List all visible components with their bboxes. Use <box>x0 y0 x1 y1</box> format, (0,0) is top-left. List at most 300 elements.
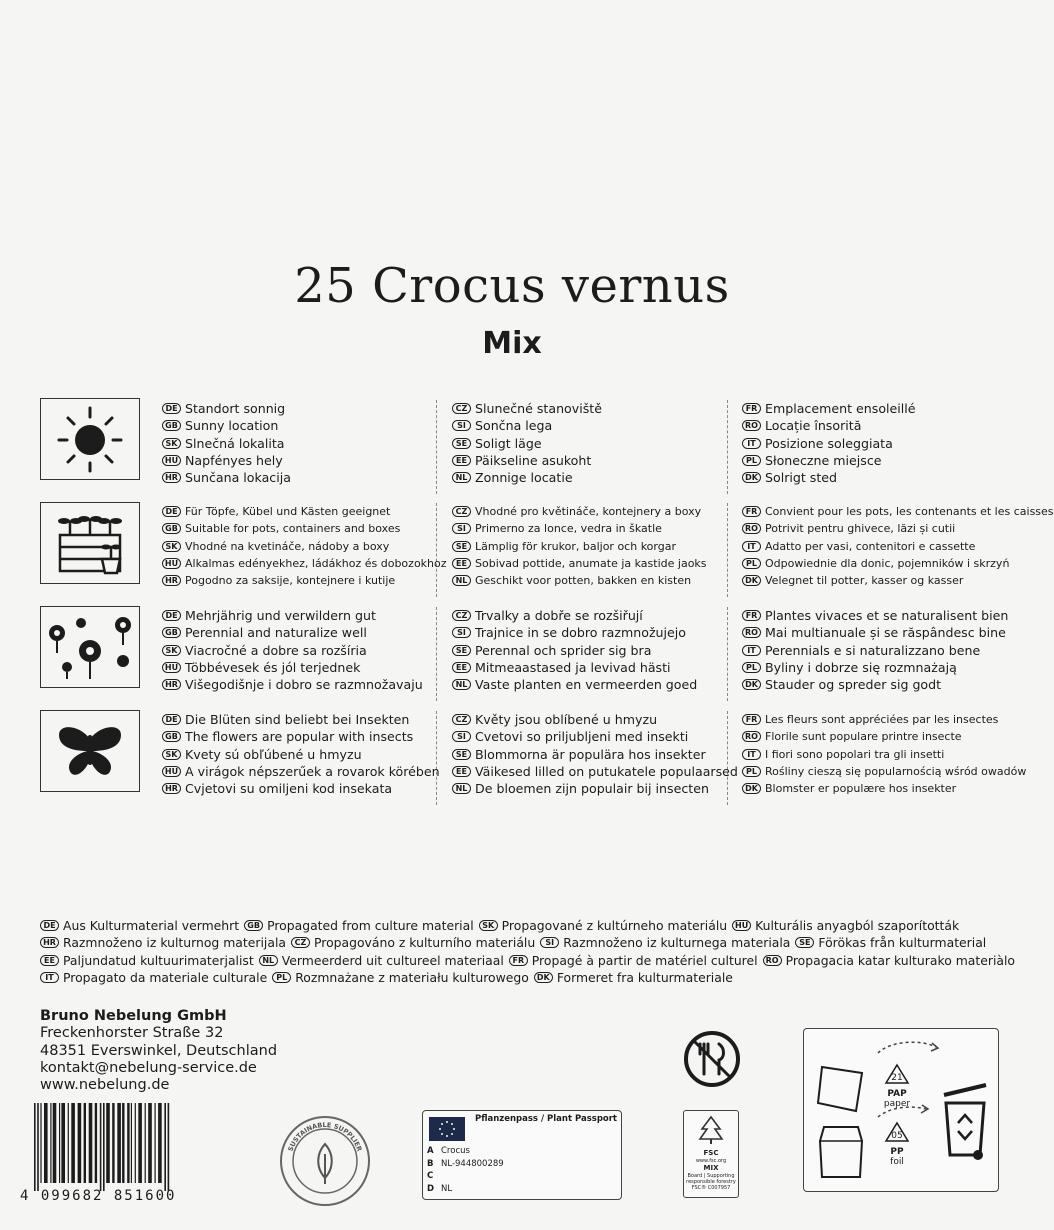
text-line <box>162 711 432 728</box>
propagation-text: Vermeerderd uit cultureel materiaal <box>281 952 504 968</box>
barcode-bar <box>89 1103 93 1183</box>
seal-text: SUSTAINABLE SUPPLIER <box>286 1120 364 1153</box>
translation-text: Väikesed lilled on putukatele populaarsed <box>475 764 738 780</box>
company-web[interactable]: www.nebelung.de <box>40 1077 170 1094</box>
country-code-badge: DK <box>742 575 761 586</box>
country-code-badge: SK <box>162 749 181 760</box>
text-line <box>452 728 722 745</box>
propagation-segment <box>40 935 286 950</box>
translation-text: Viacročné a dobre sa rozšíria <box>185 642 367 658</box>
passport-row-key: C <box>427 1171 434 1181</box>
translation-text: Plantes vivaces et se naturalisent bien <box>765 608 1009 624</box>
text-line <box>162 624 432 641</box>
country-code-badge: FR <box>742 403 761 414</box>
passport-row-key: A <box>427 1146 434 1156</box>
barcode-bar <box>103 1103 105 1191</box>
product-title: 25 Crocus vernus <box>294 258 730 314</box>
translation-text: Blomster er populære hos insekter <box>765 782 957 796</box>
propagation-segment <box>40 918 239 933</box>
passport-row <box>427 1183 504 1196</box>
sun-icon <box>55 404 125 474</box>
country-code-badge: IT <box>742 438 761 449</box>
country-code-badge: SE <box>452 749 471 760</box>
barcode-bar <box>117 1103 121 1183</box>
propagation-segment <box>540 935 790 950</box>
text-line <box>452 572 722 589</box>
barcode-bar <box>44 1103 48 1183</box>
text-line <box>742 555 1012 572</box>
country-code-badge: DK <box>534 972 553 983</box>
barcode-bar <box>158 1103 162 1183</box>
text-line <box>742 520 1012 537</box>
text-line <box>452 746 722 763</box>
recycling-info <box>803 1028 999 1192</box>
text-line <box>162 659 432 676</box>
text-line <box>742 711 1012 728</box>
country-code-badge: DK <box>742 783 761 794</box>
translation-text: Locație însorită <box>765 418 862 434</box>
text-line <box>452 624 722 641</box>
translation-text: Mehrjährig und verwildern gut <box>185 608 376 624</box>
translation-text: Stauder og spreder sig godt <box>765 677 942 693</box>
country-code-badge: SI <box>452 523 471 534</box>
barcode-bar <box>53 1103 57 1183</box>
text-line <box>742 746 1012 763</box>
text-line <box>742 469 1012 486</box>
translation-text: Vaste planten en vermeerden goed <box>475 677 698 693</box>
translation-text: Sunčana lokacija <box>185 470 291 486</box>
barcode <box>20 1103 212 1191</box>
propagation-segment <box>534 970 733 985</box>
propagation-text: Propagované z kultúrneho materiálu <box>501 918 728 934</box>
translation-text: A virágok népszerűek a rovarok körében <box>185 764 440 780</box>
planter-icon-box <box>40 502 140 584</box>
section-2-column-2 <box>452 503 722 589</box>
country-code-badge: HU <box>732 920 751 931</box>
not-for-consumption-icon <box>683 1030 741 1088</box>
translation-text: Suitable for pots, containers and boxes <box>185 522 401 536</box>
company-name: Bruno Nebelung GmbH <box>40 1008 227 1024</box>
translation-text: Solrigt sted <box>765 470 838 486</box>
translation-text: Sobivad pottide, anumate ja kastide jaoks <box>475 557 707 571</box>
barcode-bar <box>78 1103 82 1183</box>
barcode-bar <box>122 1103 124 1183</box>
passport-row-value: Crocus <box>441 1146 470 1156</box>
translation-text: Soligt läge <box>475 435 542 451</box>
text-line <box>742 728 1012 745</box>
section-2-column-3 <box>742 503 1054 589</box>
country-code-badge: CZ <box>452 403 471 414</box>
text-line <box>452 538 722 555</box>
barcode-bar <box>68 1103 69 1183</box>
translation-text: Les fleurs sont appréciées par les insectes <box>765 713 999 727</box>
text-line <box>162 607 432 624</box>
country-code-badge: HR <box>162 472 181 483</box>
passport-row-key: B <box>427 1158 434 1169</box>
text-line <box>162 452 432 469</box>
country-code-badge: FR <box>509 955 528 966</box>
text-line <box>452 763 738 780</box>
propagation-line <box>40 952 1020 969</box>
text-line <box>162 503 432 520</box>
country-code-badge: DK <box>742 679 761 690</box>
propagation-note <box>40 917 1020 986</box>
country-code-badge: HR <box>40 937 59 948</box>
fsc-code: FSC® C007957 <box>691 1185 731 1191</box>
propagation-text: Paljundatud kultuurimaterjalist <box>63 952 254 968</box>
text-line <box>742 624 1012 641</box>
section-1-column-2 <box>452 400 722 486</box>
section-3-column-3 <box>742 607 1012 693</box>
translation-text: Posizione soleggiata <box>765 435 893 451</box>
propagation-text: Propagated from culture material <box>267 918 474 934</box>
translation-text: Mitmeaastased ja levivad hästi <box>475 660 671 676</box>
barcode-bar <box>112 1103 114 1183</box>
translation-text: Standort sonnig <box>185 401 286 417</box>
barcode-bar <box>148 1103 152 1183</box>
country-code-badge: CZ <box>452 506 471 517</box>
barcode-bar <box>40 1103 41 1183</box>
text-line <box>742 642 1012 659</box>
barcode-bar <box>37 1103 39 1191</box>
text-line <box>742 538 1012 555</box>
translation-text: Slunečné stanoviště <box>475 401 602 417</box>
text-line <box>162 520 432 537</box>
company-city: 48351 Everswinkel, Deutschland <box>40 1042 278 1059</box>
text-line <box>162 400 432 417</box>
fsc-brand: FSC <box>703 1149 719 1157</box>
propagation-line <box>40 917 1020 934</box>
country-code-badge: HU <box>162 766 181 777</box>
country-code-badge: SK <box>479 920 498 931</box>
text-line <box>452 642 722 659</box>
translation-text: Cvjetovi su omiljeni kod insekata <box>185 781 393 797</box>
section-3-column-1 <box>162 607 432 693</box>
propagation-segment <box>40 970 267 985</box>
country-code-badge: CZ <box>291 937 310 948</box>
country-code-badge: EE <box>40 955 59 966</box>
section-4-column-2 <box>452 711 738 797</box>
propagation-text: Razmnoženo iz kulturnog materijala <box>63 935 286 951</box>
propagation-text: Propagé à partir de matériel culturel <box>531 952 758 968</box>
propagation-text: Aus Kulturmaterial vermehrt <box>63 918 240 934</box>
propagation-segment <box>763 953 1015 968</box>
company-street: Freckenhorster Straße 32 <box>40 1025 224 1042</box>
foil-number: 05 <box>891 1131 903 1141</box>
flowers-icon <box>45 611 135 683</box>
country-code-badge: PL <box>272 972 291 983</box>
barcode-bar <box>71 1103 75 1183</box>
translation-text: Perennials e si naturalizzano bene <box>765 642 981 658</box>
propagation-segment <box>479 918 727 933</box>
country-code-badge: IT <box>742 645 761 656</box>
fsc-line1: Board | Supporting <box>687 1173 735 1179</box>
passport-header: Pflanzenpass / Plant Passport <box>474 1114 617 1124</box>
country-code-badge: DE <box>162 506 181 517</box>
propagation-text: Propagato da materiale culturale <box>63 970 268 986</box>
propagation-text: Formeret fra kulturmateriale <box>556 970 733 986</box>
translation-text: Adatto per vasi, contenitori e cassette <box>765 539 976 553</box>
text-line <box>742 452 1012 469</box>
planter-icon <box>50 507 130 579</box>
translation-text: Napfényes hely <box>185 453 283 469</box>
propagation-segment <box>795 935 986 950</box>
barcode-bar <box>50 1103 51 1183</box>
country-code-badge: NL <box>452 783 471 794</box>
foil-bag-icon <box>816 1121 866 1181</box>
country-code-badge: SI <box>452 731 471 742</box>
translation-text: Vhodné pro květináče, kontejnery a boxy <box>475 505 702 519</box>
country-code-badge: SK <box>162 645 181 656</box>
translation-text: Byliny i dobrze się rozmnażają <box>765 660 957 676</box>
country-code-badge: DE <box>162 714 181 725</box>
translation-text: Vhodné na kvetináče, nádoby a boxy <box>185 539 390 553</box>
country-code-badge: FR <box>742 714 761 725</box>
translation-text: Florile sunt populare printre insecte <box>765 730 962 744</box>
company-address <box>40 1008 277 1094</box>
country-code-badge: PL <box>742 558 761 569</box>
company-email[interactable]: kontakt@nebelung-service.de <box>40 1059 257 1076</box>
country-code-badge: GB <box>162 731 181 742</box>
barcode-bar <box>34 1103 36 1191</box>
translation-text: Cvetovi so priljubljeni med insekti <box>475 729 689 745</box>
translation-text: Rośliny cieszą się popularnością wśród owadów <box>765 765 1027 779</box>
paper-code: PAP <box>887 1089 907 1099</box>
propagation-text: Förökas från kulturmaterial <box>818 935 987 951</box>
flowers-icon-box <box>40 606 140 688</box>
barcode-bar <box>127 1103 129 1183</box>
section-1-column-1 <box>162 400 432 486</box>
translation-text: Többévesek és jól terjednek <box>185 660 361 676</box>
text-line <box>742 659 1012 676</box>
country-code-badge: EE <box>452 662 471 673</box>
text-line <box>742 780 1012 797</box>
country-code-badge: CZ <box>452 610 471 621</box>
text-line <box>452 520 722 537</box>
country-code-badge: RO <box>742 627 761 638</box>
barcode-bar <box>145 1103 146 1183</box>
plant-passport <box>422 1110 622 1200</box>
translation-text: Emplacement ensoleillé <box>765 401 916 417</box>
country-code-badge: SK <box>162 541 181 552</box>
propagation-segment <box>272 970 529 985</box>
text-line <box>452 780 722 797</box>
propagation-line <box>40 934 1020 951</box>
text-line <box>452 435 722 452</box>
text-line <box>162 728 432 745</box>
country-code-badge: FR <box>742 506 761 517</box>
section-2-column-1 <box>162 503 447 589</box>
paper-number: 21 <box>891 1073 903 1083</box>
passport-row-value: NL-944800289 <box>441 1158 504 1169</box>
country-code-badge: DE <box>162 403 181 414</box>
translation-text: Perennal och sprider sig bra <box>475 642 652 658</box>
propagation-segment <box>259 953 504 968</box>
section-3-column-2 <box>452 607 722 693</box>
barcode-bar <box>135 1103 136 1183</box>
country-code-badge: IT <box>742 541 761 552</box>
country-code-badge: HR <box>162 783 181 794</box>
fsc-mix: MIX <box>703 1164 719 1172</box>
fsc-label <box>683 1110 739 1198</box>
country-code-badge: RO <box>742 523 761 534</box>
translation-text: De bloemen zijn populair bij insecten <box>475 781 709 797</box>
country-code-badge: EE <box>452 455 471 466</box>
text-line <box>452 400 722 417</box>
section-4-column-3 <box>742 711 1027 797</box>
text-line <box>162 538 432 555</box>
text-line <box>162 780 432 797</box>
translation-text: Kvety sú obľúbené u hmyzu <box>185 746 362 762</box>
translation-text: Trajnice in se dobro razmnožujejo <box>475 625 686 641</box>
country-code-badge: DE <box>40 920 59 931</box>
foil-code: PP <box>890 1147 904 1157</box>
translation-text: Für Töpfe, Kübel und Kästen geeignet <box>185 505 391 519</box>
fsc-line2: responsible forestry <box>686 1179 736 1185</box>
text-line <box>742 607 1012 624</box>
text-line <box>742 400 1012 417</box>
text-line <box>452 503 722 520</box>
country-code-badge: CZ <box>452 714 471 725</box>
translation-text: Sončna lega <box>475 418 553 434</box>
translation-text: Primerno za lonce, vedra in škatle <box>475 522 662 536</box>
translation-text: Lämplig för krukor, baljor och korgar <box>475 539 676 553</box>
country-code-badge: NL <box>259 955 278 966</box>
country-code-badge: SE <box>452 541 471 552</box>
country-code-badge: HU <box>162 558 181 569</box>
country-code-badge: DE <box>162 610 181 621</box>
sun-icon-box <box>40 398 140 480</box>
country-code-badge: NL <box>452 679 471 690</box>
propagation-text: Kulturális anyagból szaporították <box>755 918 960 934</box>
country-code-badge: DK <box>742 472 761 483</box>
text-line <box>452 711 722 728</box>
country-code-badge: SI <box>452 627 471 638</box>
country-code-badge: SK <box>162 438 181 449</box>
translation-text: Päikseline asukoht <box>475 453 592 469</box>
barcode-number: 4 099682 851600 <box>20 1188 177 1204</box>
barcode-bar <box>138 1103 142 1183</box>
text-line <box>452 469 722 486</box>
paper-sheet-icon <box>816 1063 866 1113</box>
text-line <box>162 763 440 780</box>
country-code-badge: GB <box>244 920 263 931</box>
country-code-badge: SE <box>795 937 814 948</box>
text-line <box>162 435 432 452</box>
text-line <box>452 555 722 572</box>
section-4-column-1 <box>162 711 440 797</box>
sustainable-supplier-seal-icon <box>278 1114 372 1208</box>
butterfly-icon <box>55 721 125 781</box>
fsc-tree-icon <box>696 1115 726 1145</box>
country-code-badge: PL <box>742 766 761 777</box>
fsc-url: www.fsc.org <box>695 1158 727 1164</box>
barcode-bar <box>100 1103 102 1191</box>
country-code-badge: GB <box>162 420 181 431</box>
propagation-segment <box>732 918 959 933</box>
country-code-badge: RO <box>742 731 761 742</box>
translation-text: Pogodno za saksije, kontejnere i kutije <box>185 574 396 588</box>
country-code-badge: GB <box>162 627 181 638</box>
translation-text: Slnečná lokalita <box>185 435 285 451</box>
text-line <box>742 763 1027 780</box>
passport-row-value: NL <box>441 1183 453 1194</box>
translation-text: Alkalmas edényekhez, ládákhoz és dobozokhoz <box>185 557 447 571</box>
text-line <box>452 676 722 693</box>
passport-row <box>427 1158 504 1171</box>
text-line <box>162 676 432 693</box>
arrows-icon <box>870 1035 950 1185</box>
country-code-badge: NL <box>452 472 471 483</box>
text-line <box>742 676 1012 693</box>
text-line <box>162 555 447 572</box>
butterfly-icon-box <box>40 710 140 792</box>
translation-text: Perennial and naturalize well <box>185 625 367 641</box>
translation-text: Višegodišnje i dobro se razmnožavaju <box>185 677 423 693</box>
country-code-badge: RO <box>763 955 782 966</box>
country-code-badge: SE <box>452 645 471 656</box>
barcode-bar <box>84 1103 86 1183</box>
barcode-bar <box>164 1103 166 1191</box>
translation-text: Die Blüten sind beliebt bei Insekten <box>185 712 410 728</box>
country-code-badge: EE <box>452 558 471 569</box>
text-line <box>162 572 432 589</box>
country-code-badge: HR <box>162 575 181 586</box>
country-code-badge: RO <box>742 420 761 431</box>
foil-label: foil <box>890 1157 904 1167</box>
translation-text: Blommorna är populära hos insekter <box>475 746 706 762</box>
country-code-badge: HR <box>162 679 181 690</box>
barcode-bar <box>106 1103 110 1183</box>
country-code-badge: IT <box>742 749 761 760</box>
text-line <box>742 435 1012 452</box>
barcode-bar <box>95 1103 97 1183</box>
country-code-badge: EE <box>452 766 471 777</box>
passport-row <box>427 1170 504 1183</box>
barcode-bar <box>168 1103 170 1191</box>
text-line <box>162 469 432 486</box>
text-line <box>452 452 722 469</box>
text-line <box>452 659 722 676</box>
translation-text: Květy jsou oblíbené u hmyzu <box>475 712 658 728</box>
country-code-badge: PL <box>742 455 761 466</box>
translation-text: Geschikt voor potten, bakken en kisten <box>475 574 692 588</box>
propagation-text: Rozmnażane z materiału kulturowego <box>295 970 529 986</box>
text-line <box>742 417 1012 434</box>
translation-text: Odpowiednie dla donic, pojemników i skrzyń <box>765 557 1010 571</box>
translation-text: Potrivit pentru ghivece, lăzi și cutii <box>765 522 956 536</box>
text-line <box>452 607 722 624</box>
translation-text: The flowers are popular with insects <box>185 729 414 745</box>
country-code-badge: PL <box>742 662 761 673</box>
text-line <box>452 417 722 434</box>
barcode-bar <box>155 1103 156 1183</box>
text-line <box>742 503 1054 520</box>
country-code-badge: SI <box>540 937 559 948</box>
country-code-badge: GB <box>162 523 181 534</box>
translation-text: I fiori sono popolari tra gli insetti <box>765 747 945 761</box>
translation-text: Trvalky a dobře se rozšiřují <box>475 608 643 624</box>
propagation-segment <box>509 953 758 968</box>
eu-flag-icon <box>429 1117 465 1141</box>
passport-row <box>427 1145 504 1158</box>
translation-text: Mai multianuale și se răspândesc bine <box>765 625 1006 641</box>
country-code-badge: NL <box>452 575 471 586</box>
country-code-badge: SE <box>452 438 471 449</box>
country-code-badge: HU <box>162 662 181 673</box>
propagation-text: Propagacia katar kulturako materiàlo <box>785 952 1016 968</box>
barcode-bar <box>59 1103 60 1183</box>
